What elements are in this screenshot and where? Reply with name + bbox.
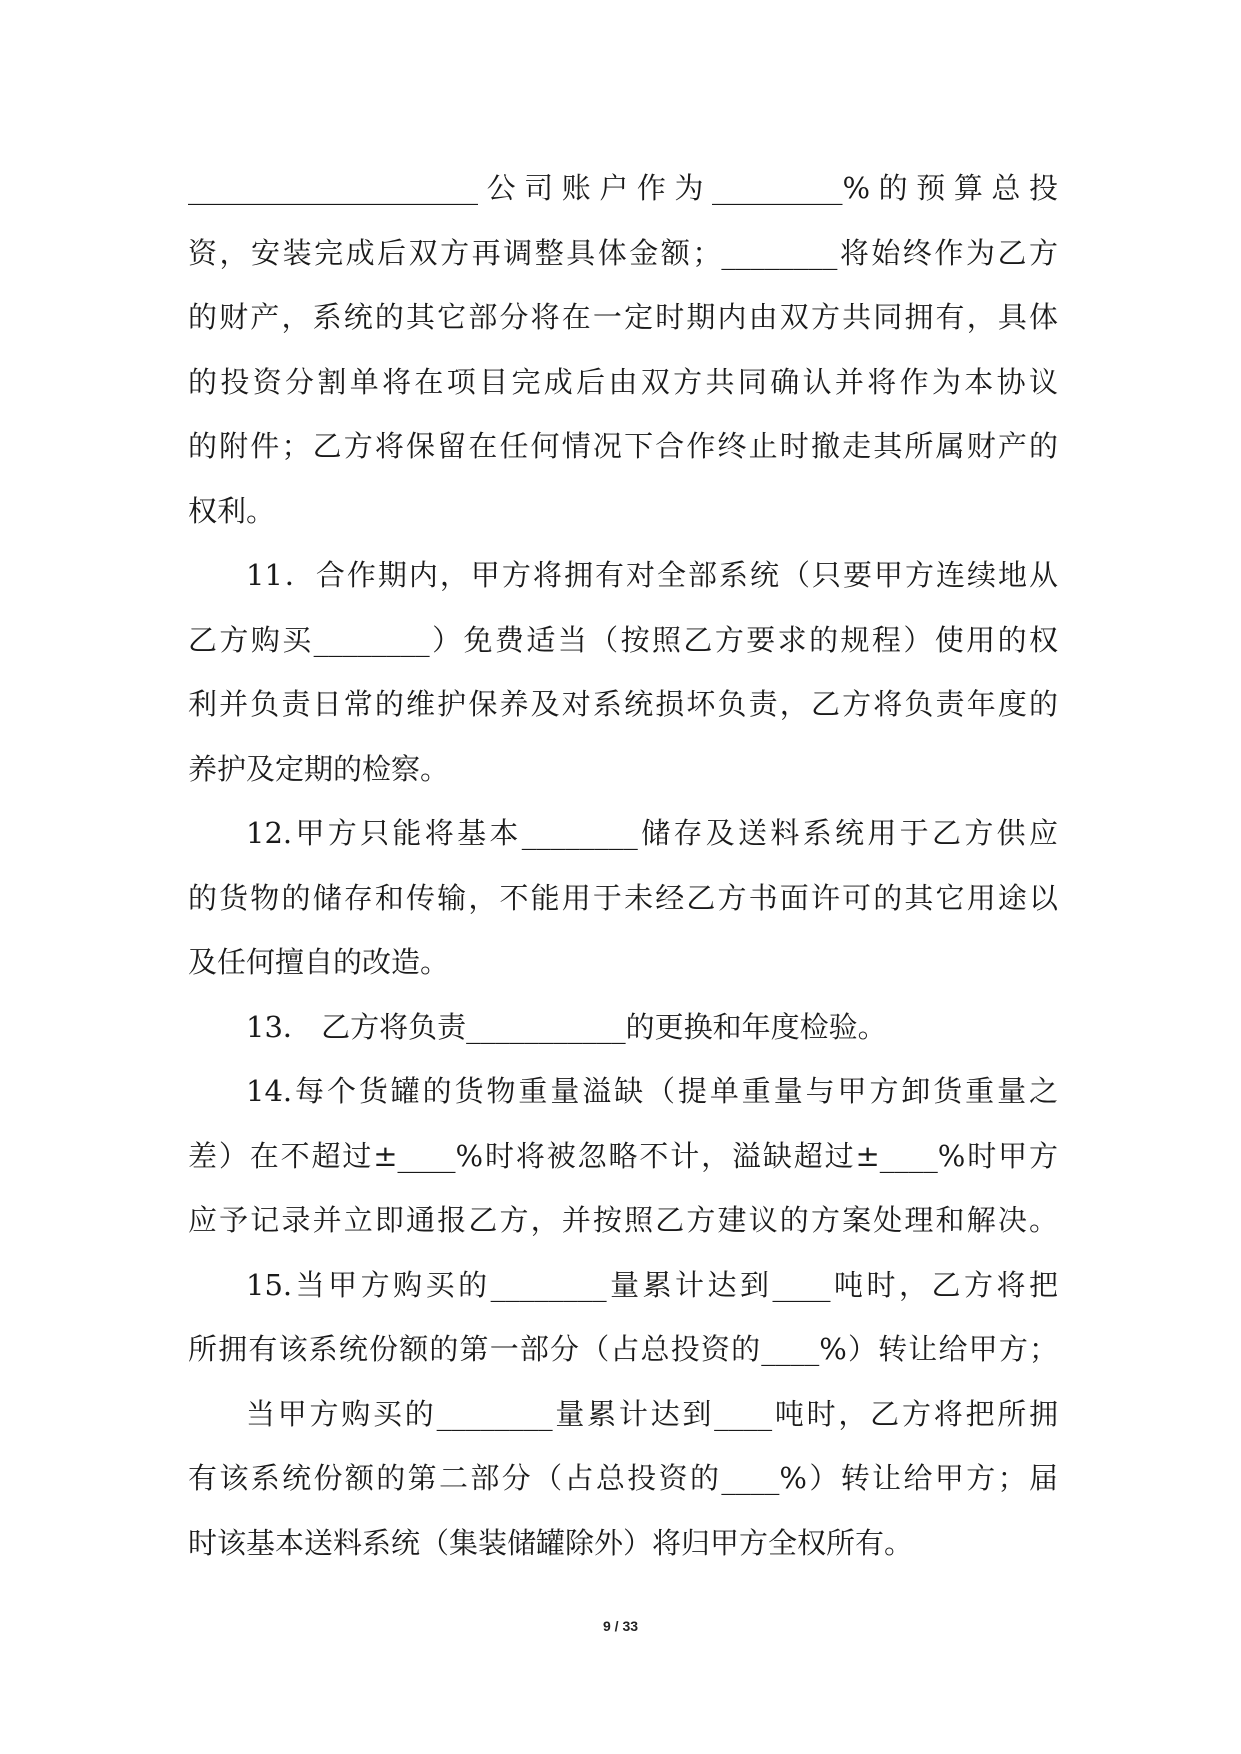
text-line: 利并负责日常的维护保养及对系统损坏负责，乙方将负责年度的	[188, 687, 1058, 721]
text-line: 差）在不超过±____%时将被忽略不计，溢缺超过±____%时甲方	[188, 1138, 1058, 1173]
clause-15-line: 15.当甲方购买的________量累计达到____吨时，乙方将把	[246, 1267, 1058, 1302]
clause-14-line: 14.每个货罐的货物重量溢缺（提单重量与甲方卸货重量之	[246, 1074, 1058, 1108]
text-line: 乙方购买________）免费适当（按照乙方要求的规程）使用的权	[188, 622, 1058, 657]
text-line: 的财产，系统的其它部分将在一定时期内由双方共同拥有，具体	[188, 300, 1058, 334]
text-line: 权利。	[188, 493, 276, 528]
clause-11-line: 11．合作期内，甲方将拥有对全部系统（只要甲方连续地从	[246, 558, 1058, 592]
text-line: 所拥有该系统份额的第一部分（占总投资的____%）转让给甲方；	[188, 1332, 1058, 1366]
text-line: 资，安装完成后双方再调整具体金额；________将始终作为乙方	[188, 235, 1058, 270]
text-line: 时该基本送料系统（集装储罐除外）将归甲方全权所有。	[188, 1525, 914, 1560]
text-line: 及任何擅自的改造。	[188, 945, 450, 979]
page-number: 9 / 33	[602, 1618, 639, 1634]
text-line: 有该系统份额的第二部分（占总投资的____%）转让给甲方；届	[188, 1461, 1058, 1495]
text-line: 的附件；乙方将保留在任何情况下合作终止时撤走其所属财产的	[188, 429, 1058, 463]
text-line: 的投资分割单将在项目完成后由双方共同确认并将作为本协议	[188, 364, 1058, 399]
text-line: 当甲方购买的________量累计达到____吨时，乙方将把所拥	[246, 1396, 1058, 1431]
document-body	[188, 156, 1058, 1575]
text-line: ____________________公司账户作为_________%的预算总投	[188, 171, 1058, 205]
clause-13-line: 13． 乙方将负责___________的更换和年度检验。	[246, 1009, 887, 1044]
text-line: 的货物的储存和传输，不能用于未经乙方书面许可的其它用途以	[188, 880, 1058, 915]
clause-12-line: 12.甲方只能将基本________储存及送料系统用于乙方供应	[246, 816, 1058, 850]
text-line: 应予记录并立即通报乙方，并按照乙方建议的方案处理和解决。	[188, 1203, 1058, 1237]
text-line: 养护及定期的检察。	[188, 751, 450, 786]
